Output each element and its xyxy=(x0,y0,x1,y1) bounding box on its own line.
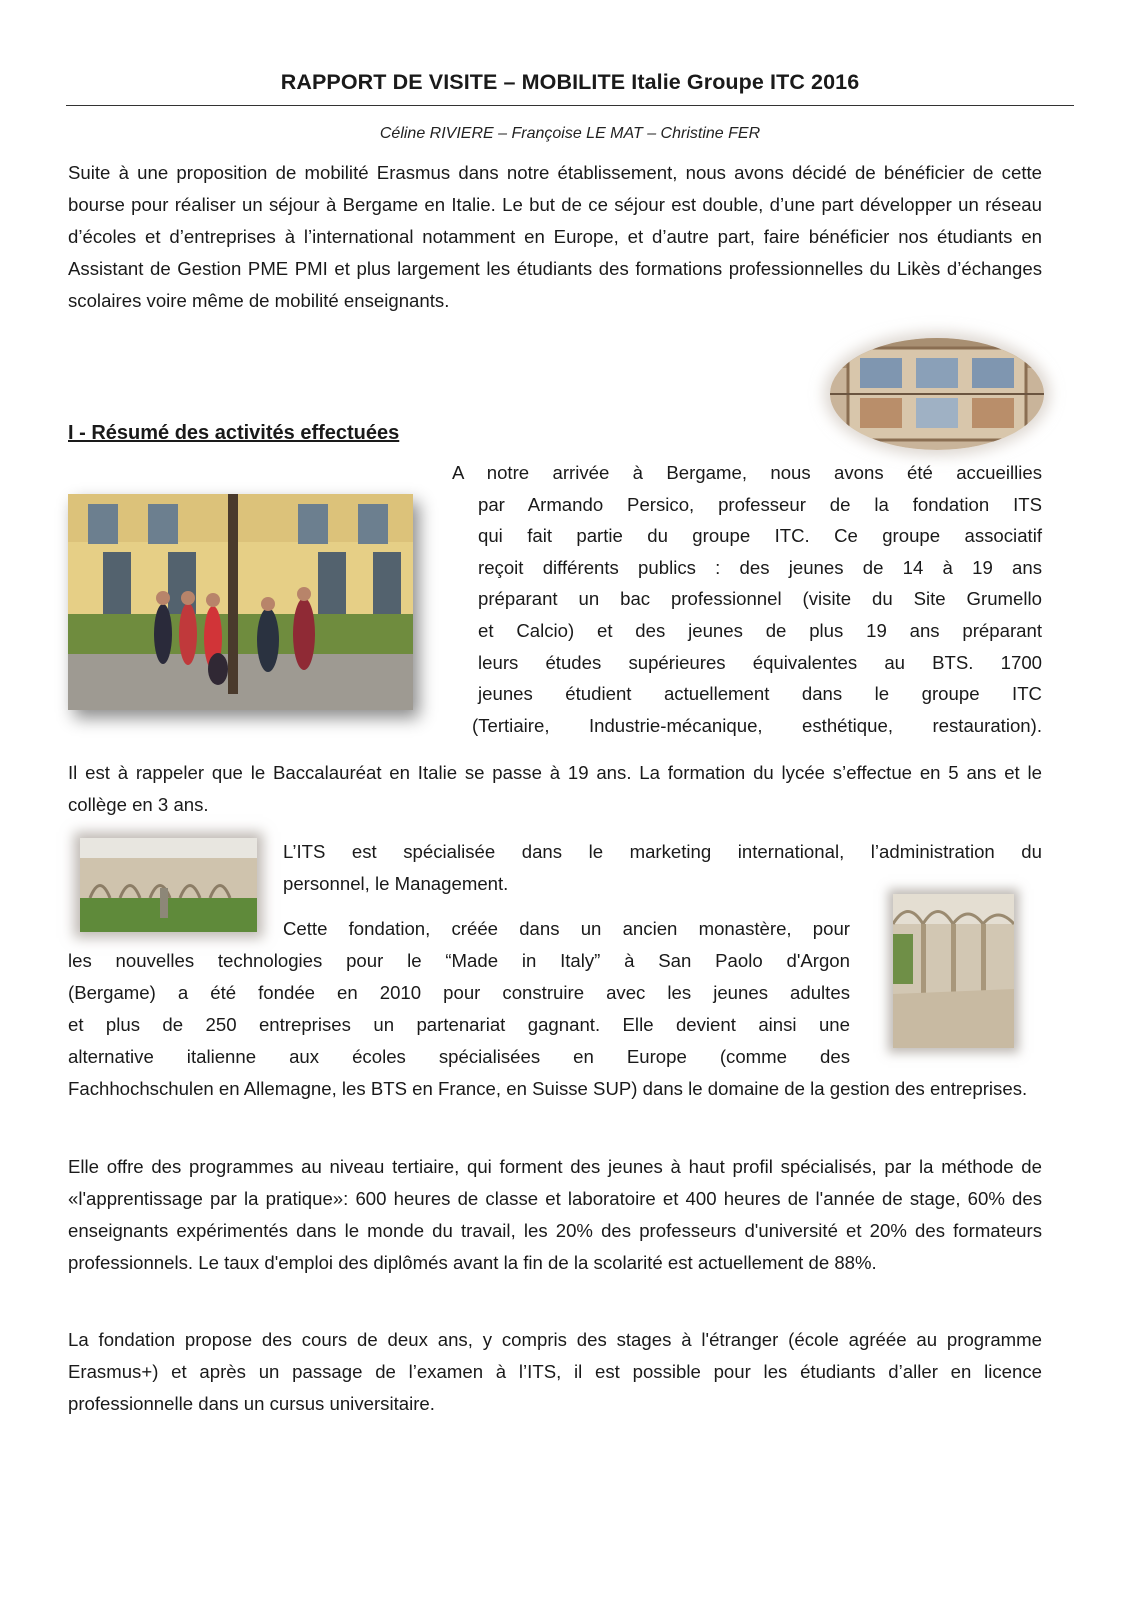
foundation-paragraph-end: Fachhochschulen en Allemagne, les BTS en France, en Suisse SUP) dans le domaine de la gestion des entreprises. xyxy=(68,1078,1028,1099)
arcade-corridor-photo xyxy=(893,894,1014,1048)
arrival-paragraph xyxy=(452,457,1042,741)
authors-line: Céline RIVIERE – Françoise LE MAT – Christine FER xyxy=(379,125,761,142)
text-line: par Armando Persico, professeur de la fondation ITS xyxy=(478,493,1042,515)
its-paragraph xyxy=(283,836,1042,900)
baccalaureat-paragraph: Il est à rappeler que le Baccalauréat en Italie se passe à 19 ans. La formation du lycée s’effectue en 5 ans et le collège en 3 ans. xyxy=(68,762,1042,815)
programmes-paragraph: Elle offre des programmes au niveau tertiaire, qui forment des jeunes à haut profil spécialisés, par la méthode de «l'apprentissage par la pratique»: 600 heures de classe et laboratoire et 400 heures de l'année de stage, 60% des enseignants expérimentés dans le monde du travail, les 20% des professeurs d'université et 20% des formateurs professionnels. Le taux d'emploi des diplômés avant la fin de la scolarité est actuellement de 88%. xyxy=(68,1156,1042,1273)
document-title: RAPPORT DE VISITE – MOBILITE Italie Groupe ITC 2016 xyxy=(280,70,860,94)
text-line: A notre arrivée à Bergame, nous avons été accueillies xyxy=(452,462,1042,483)
text-line: (Bergame) a été fondée en 2010 pour construire avec les jeunes adultes xyxy=(68,982,850,1003)
courses-paragraph: La fondation propose des cours de deux ans, y compris des stages à l'étranger (école agréée au programme Erasmus+) et après un passage de l’examen à l’ITS, il est possible pour les étudiants d’aller en licence professionnelle dans un cursus universitaire. xyxy=(68,1329,1042,1414)
text-line: L’ITS est spécialisée dans le marketing international, l’administration du xyxy=(283,841,1042,862)
text-line: les nouvelles technologies pour le “Made in Italy” à San Paolo d'Argon xyxy=(68,950,850,971)
text-line: leurs études supérieures équivalentes au BTS. 1700 xyxy=(478,651,1042,673)
text-line: alternative italienne aux écoles spécialisées en Europe (comme des xyxy=(68,1046,850,1067)
foundation-paragraph xyxy=(68,913,850,1073)
ceiling-fresco-photo xyxy=(830,338,1044,450)
text-line: et plus de 250 entreprises un partenariat gagnant. Elle devient ainsi une xyxy=(68,1014,850,1035)
title-underline xyxy=(66,105,1074,106)
text-line: (Tertiaire, Industrie-mécanique, esthétique, restauration). xyxy=(472,714,1042,736)
group-photo xyxy=(68,494,413,710)
text-line: Cette fondation, créée dans un ancien monastère, pour xyxy=(283,918,850,939)
text-line: préparant un bac professionnel (visite du Site Grumello xyxy=(478,588,1042,610)
text-line: reçoit différents publics : des jeunes de 14 à 19 ans xyxy=(478,556,1042,578)
text-line: qui fait partie du groupe ITC. Ce groupe associatif xyxy=(478,525,1042,547)
text-line: et Calcio) et des jeunes de plus 19 ans préparant xyxy=(478,619,1042,641)
text-line: personnel, le Management. xyxy=(283,873,509,894)
section-heading: I - Résumé des activités effectuées xyxy=(68,422,400,444)
intro-paragraph: Suite à une proposition de mobilité Erasmus dans notre établissement, nous avons décidé de bénéficier de cette bourse pour réaliser un séjour à Bergame en Italie. Le but de ce séjour est double, d’une part développer un réseau d’écoles et d’entreprises à l’international notamment en Europe, et d’autre part, faire bénéficier nos étudiants en Assistant de Gestion PME PMI et plus largement les étudiants des formations professionnelles du Likès d’échanges scolaires voire même de mobilité enseignants. xyxy=(68,162,1042,311)
text-line: jeunes étudient actuellement dans le groupe ITC xyxy=(478,683,1042,705)
